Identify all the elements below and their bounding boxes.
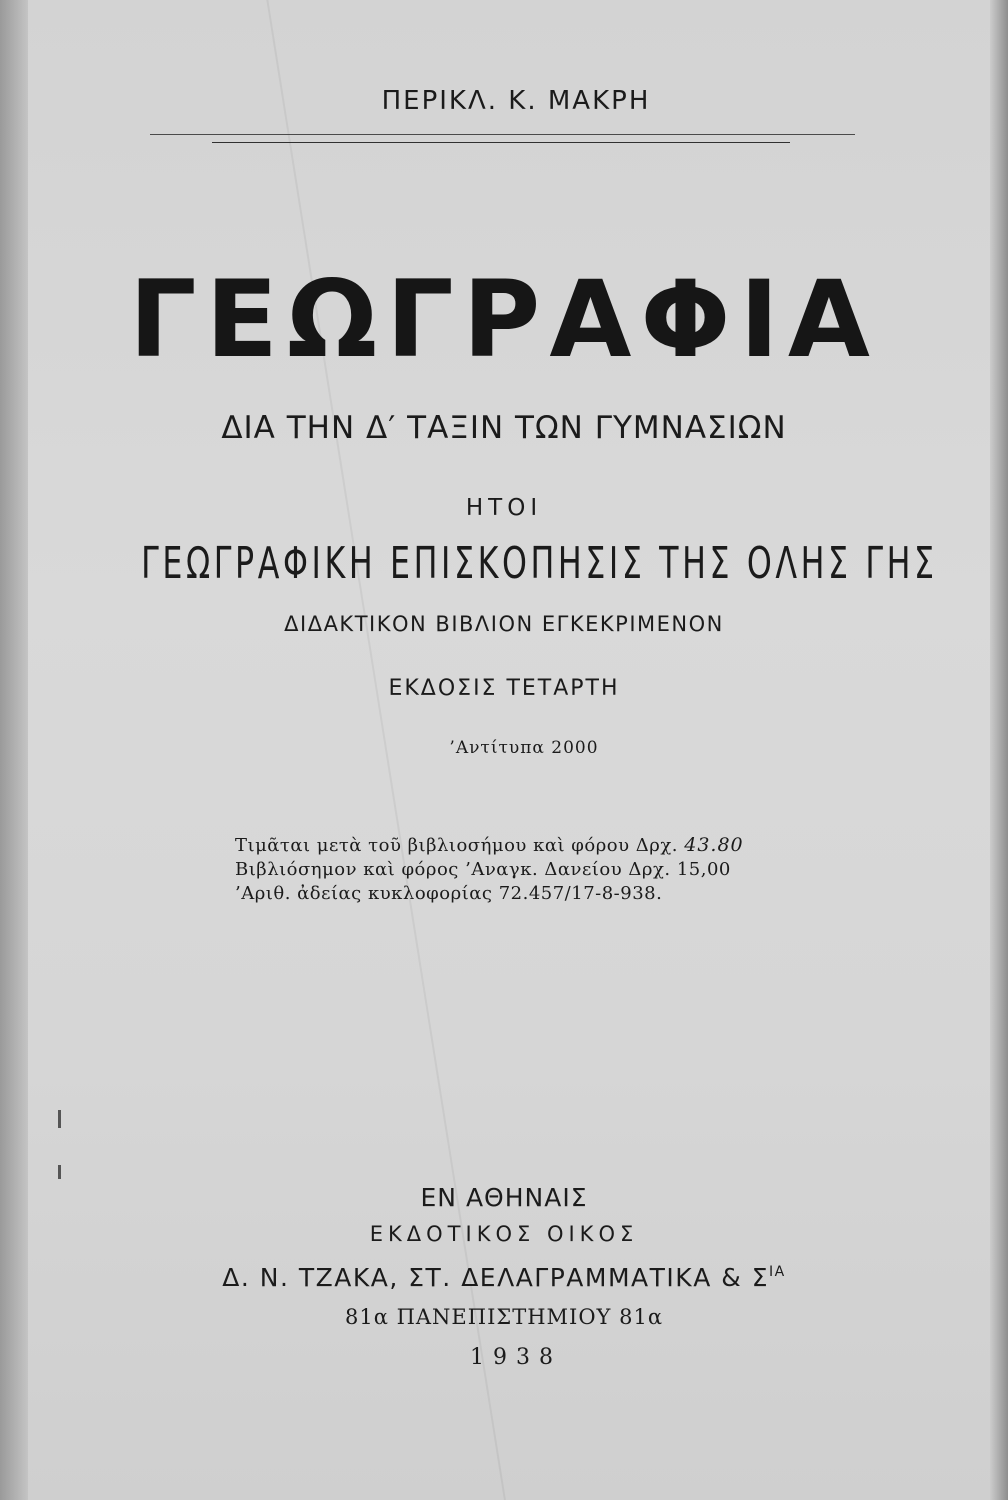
header-rule-bottom (212, 142, 790, 143)
publication-year: 1938 (470, 1345, 562, 1370)
publisher-names-text: Δ. Ν. ΤΖΑΚΑ, ΣΤ. ΔΕΛΑΓΡΑΜΜΑΤΙΚΑ & (222, 1263, 743, 1292)
price-line-1-value: 43.80 (684, 834, 744, 856)
price-line-2-text: Βιβλιόσημον καὶ φόρος ’Αναγκ. Δανείου Δρχ. (235, 859, 671, 880)
price-line-2 (235, 858, 744, 882)
book-title: ΓΕΩΓΡΑΦΙΑ (129, 258, 879, 381)
approval-note: ΔΙΔΑΚΤΙΚΟΝ ΒΙΒΛΙΟΝ ΕΓΚΕΚΡΙΜΕΝΟΝ (284, 612, 724, 636)
author-name: ΠΕΡΙΚΛ. Κ. ΜΑΚΡΗ (381, 86, 651, 116)
publisher-suffix: Σ (751, 1263, 769, 1292)
book-subtitle: ΓΕΩΓΡΑΦΙΚΗ ΕΠΙΣΚΟΠΗΣΙΣ ΤΗΣ ΟΛΗΣ ΓΗΣ (141, 538, 938, 589)
copies-note: ’Αντίτυπα 2000 (449, 738, 599, 758)
intended-class: ΔΙΑ ΤΗΝ Δ′ ΤΑΞΙΝ ΤΩΝ ΓΥΜΝΑΣΙΩΝ (221, 410, 787, 446)
price-notice (235, 833, 744, 906)
publisher-suffix-sup: ΙΑ (769, 1264, 786, 1280)
price-line-2-value: 15,00 (676, 859, 731, 880)
margin-mark (58, 1165, 61, 1179)
price-line-1 (235, 833, 744, 858)
header-rule-top (150, 134, 855, 135)
publisher-address: 81α ΠΑΝΕΠΙΣΤΗΜΙΟΥ 81α (345, 1305, 663, 1329)
subtitle-connector: ΗΤΟΙ (465, 495, 543, 521)
publisher-names (0, 1263, 1008, 1292)
edition-note: ΕΚΔΟΣΙΣ ΤΕΤΑΡΤΗ (388, 676, 620, 701)
publishing-house-label: ΕΚΔΟΤΙΚΟΣ ΟΙΚΟΣ (369, 1222, 639, 1246)
license-number: ’Αριθ. ἀδείας κυκλοφορίας 72.457/17-8-938. (235, 883, 663, 904)
price-line-1-text: Τιμᾶται μετὰ τοῦ βιβλιοσήμου καὶ φόρου Δρχ. (235, 835, 678, 856)
publication-place: ΕΝ ΑΘΗΝΑΙΣ (420, 1183, 588, 1212)
margin-mark (58, 1110, 61, 1128)
